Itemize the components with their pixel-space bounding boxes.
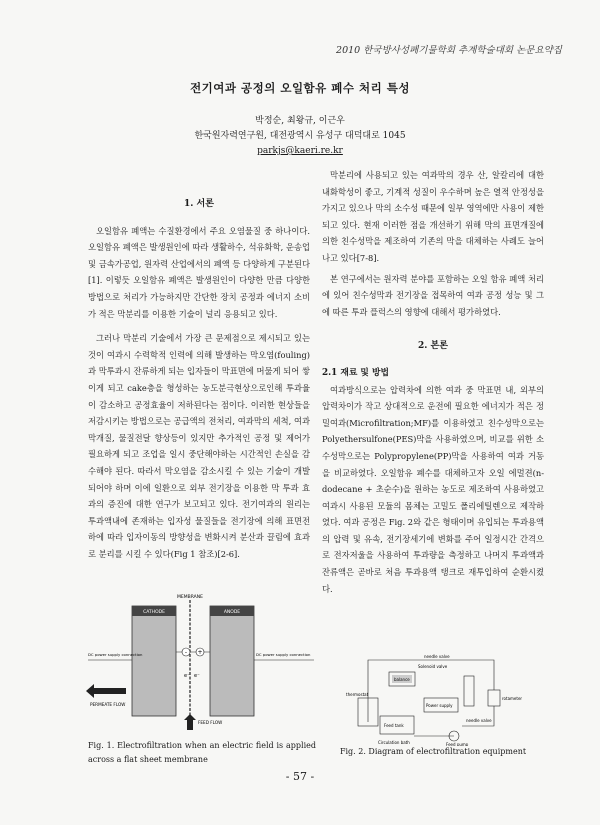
author-names: 박정순, 최왕규, 이근우 [255,116,345,126]
figure-2-caption: Fig. 2. Diagram of electrofiltration equipment [339,747,527,756]
author-email[interactable]: parkjs@kaeri.re.kr [257,146,343,156]
fig1-membrane-label: MEMBRANE [177,595,203,600]
fig2-right-pipe [462,706,494,726]
right-paragraph-2: 본 연구에서는 원자력 분야를 포함하는 오일 함유 폐액 처리에 있어 친수성막과 전기장을 접목하여 여과 공정 성능 및 그에 따른 투과 플럭스의 영향에 대해서 평가하였다. [322,273,544,317]
left-column [88,196,310,562]
fig1-feed-label: FEED FLOW [198,720,223,725]
right-paragraph-1: 막분리에 사용되고 있는 여과막의 경우 산, 알칼리에 대한 내화학성이 좋고, 기계적 성질이 우수하며 높은 열적 안정성을 가지고 있으나 막의 소수성 때문에 일부 영역에만 사용이 제한되고 있다. 현재 이러한 점을 개선하기 위해 막의 표면개질에 의한 친수성막을 제조하여 기존의 막을 대체하는 사례도 늘어나고 있다[7-8]. [322,170,544,263]
intro-heading: 1. 서론 [184,199,214,209]
author-block [0,114,600,159]
fig1-dc-left-label: DC power supply connection [88,652,143,657]
method-paragraph: 여과방식으로는 압력차에 의한 여과 중 막표면 내, 외부의 압력차이가 작고 상대적으로 운전에 필요한 에너지가 적은 정밀여과(Microfiltration;MF)를 이용하였고 친수성막으로는 Polyethersulfone(PES)막을 사용하였으며, 비교를 위한 소수성막으로는 Polypropylene(PP)막을 사용하여 여과 거동을 비교하였다. 오일함유 폐수를 대체하고자 오일 에멀젼(n-dodecane + 초순수)을 원하는 농도로 제조하여 사용하였고 여과시 사용된 모듈의 몸체는 고밀도 폴리에틸렌으로 제작하였다. 여과 공정은 Fig. 2와 같은 형태이며 유입되는 투과용액의 압력 및 유속, 전기장세기에 변화를 주어 일정시간 간격으로 전자저울을 사용하여 투과량을 측정하고 나머지 투과액과 잔류액은 곧바로 처음 투과용액 탱크로 재투입하여 순환시켰다. [322,384,544,594]
fig1-permeate-label: PERMEATE FLOW [90,702,126,707]
fig1-minus-sign: - [184,649,188,656]
fig1-permeate-arrow [86,684,126,698]
fig2-rotameter-label: rotameter [502,696,523,701]
paper-title: 전기여과 공정의 오일함유 폐수 처리 특성 [190,81,410,95]
intro-paragraph-1: 오일함유 폐액는 수질환경에서 주요 오염물질 중 하나이다. 오일함유 폐액은 발생원인에 따라 생활하수, 석유화학, 운송업 및 금속가공업, 원자력 산업에서의 폐액 등 다양하게 구분된다[1]. 이렇듯 오일함유 폐액은 발생원인이 다양한 만큼 다양한 방법으로 처리가 가능하지만 간단한 장치 공정과 에너지 소비가 적은 막분리를 이용한 기술이 널리 응용되고 있다. [88,225,310,319]
fig1-anode-chamber [210,606,254,716]
fig2-balance-label: balance [394,677,410,682]
fig2-needle-top-label: needle valve [424,654,450,659]
fig2-top-pipe [368,660,494,722]
author-affiliation: 한국원자력연구원, 대전광역시 유성구 대덕대로 1045 [194,131,406,141]
fig2-power-label: Power supply [426,703,453,708]
fig2-pump-label: Feed pump [446,742,469,746]
figure-1-caption: Fig. 1. Electrofiltration when an electric field is applied across a flat sheet membrane [88,741,316,764]
main-heading: 2. 본론 [418,341,448,352]
subsection-heading: 2.1 재료 및 방법 [322,367,389,378]
fig2-circulation-label: Circulation bath [378,740,410,745]
fig2-needle-bottom-label: needle valve [466,718,492,723]
fig1-cathode-label: CATHODE [143,610,165,615]
right-column [322,167,544,597]
fig2-thermostat-label: thermostat [346,692,369,697]
fig1-electron-right: e⁻ [194,673,200,679]
fig2-feed-tank-label: Feed tank [384,723,404,728]
fig1-cathode-chamber [132,606,176,716]
intro-paragraph-2: 그러나 막분리 기술에서 가장 큰 문제점으로 제시되고 있는 것이 여과시 수력학적 인력에 의해 발생하는 막오염(fouling)과 막투과시 잔류하게 되는 입자들이 막표면에 머물게 되어 쌓이게 되고 cake층을 형성하는 농도분극현상으로인해 투과율이 감소하고 공정효율이 저하된다는 점이다. 이러한 현상들을 저감시키는 방법으로는 공급액의 전처리, 여과막의 세척, 여과막개질, 물질전달 향상등이 있지만 추가적인 공정 및 제어가 필요하게 되고 조업을 일시 중단해야하는 시간적인 손실을 감수해야 된다. 따라서 막오염을 감소시킬 수 있는 기술이 개발되어야 하며 이에 일환으로 외부 전기장을 이용한 막 투과 효과의 증진에 대한 연구가 보고되고 있다. 전기여과의 원리는 투과액내에 존재하는 입자성 물질들을 전기장에 의해 표면전하에 따라 입자이동의 방향성을 변화시켜 분산과 끌림에 효과로 분리를 시킬 수 있다(Fig 1 참조)[2-6]. [88,333,310,559]
fig1-plus-sign: + [197,649,203,656]
fig2-rotameter [488,690,500,706]
fig1-anode-label: ANODE [223,610,241,615]
figure-1-electrofiltration [86,592,316,732]
fig1-feed-arrow [184,714,196,730]
figure-2-equipment-diagram [344,650,524,746]
fig1-electron-left: e⁻ [184,673,190,679]
running-header: 2010 한국방사성폐기물학회 추계학술대회 논문요약집 [336,45,562,56]
fig1-dc-right-label: DC power supply connection [256,652,311,657]
page-number: - 57 - [285,770,315,783]
fig2-solenoid-label: Solenoid valve [418,664,448,669]
fig2-module [464,676,474,706]
